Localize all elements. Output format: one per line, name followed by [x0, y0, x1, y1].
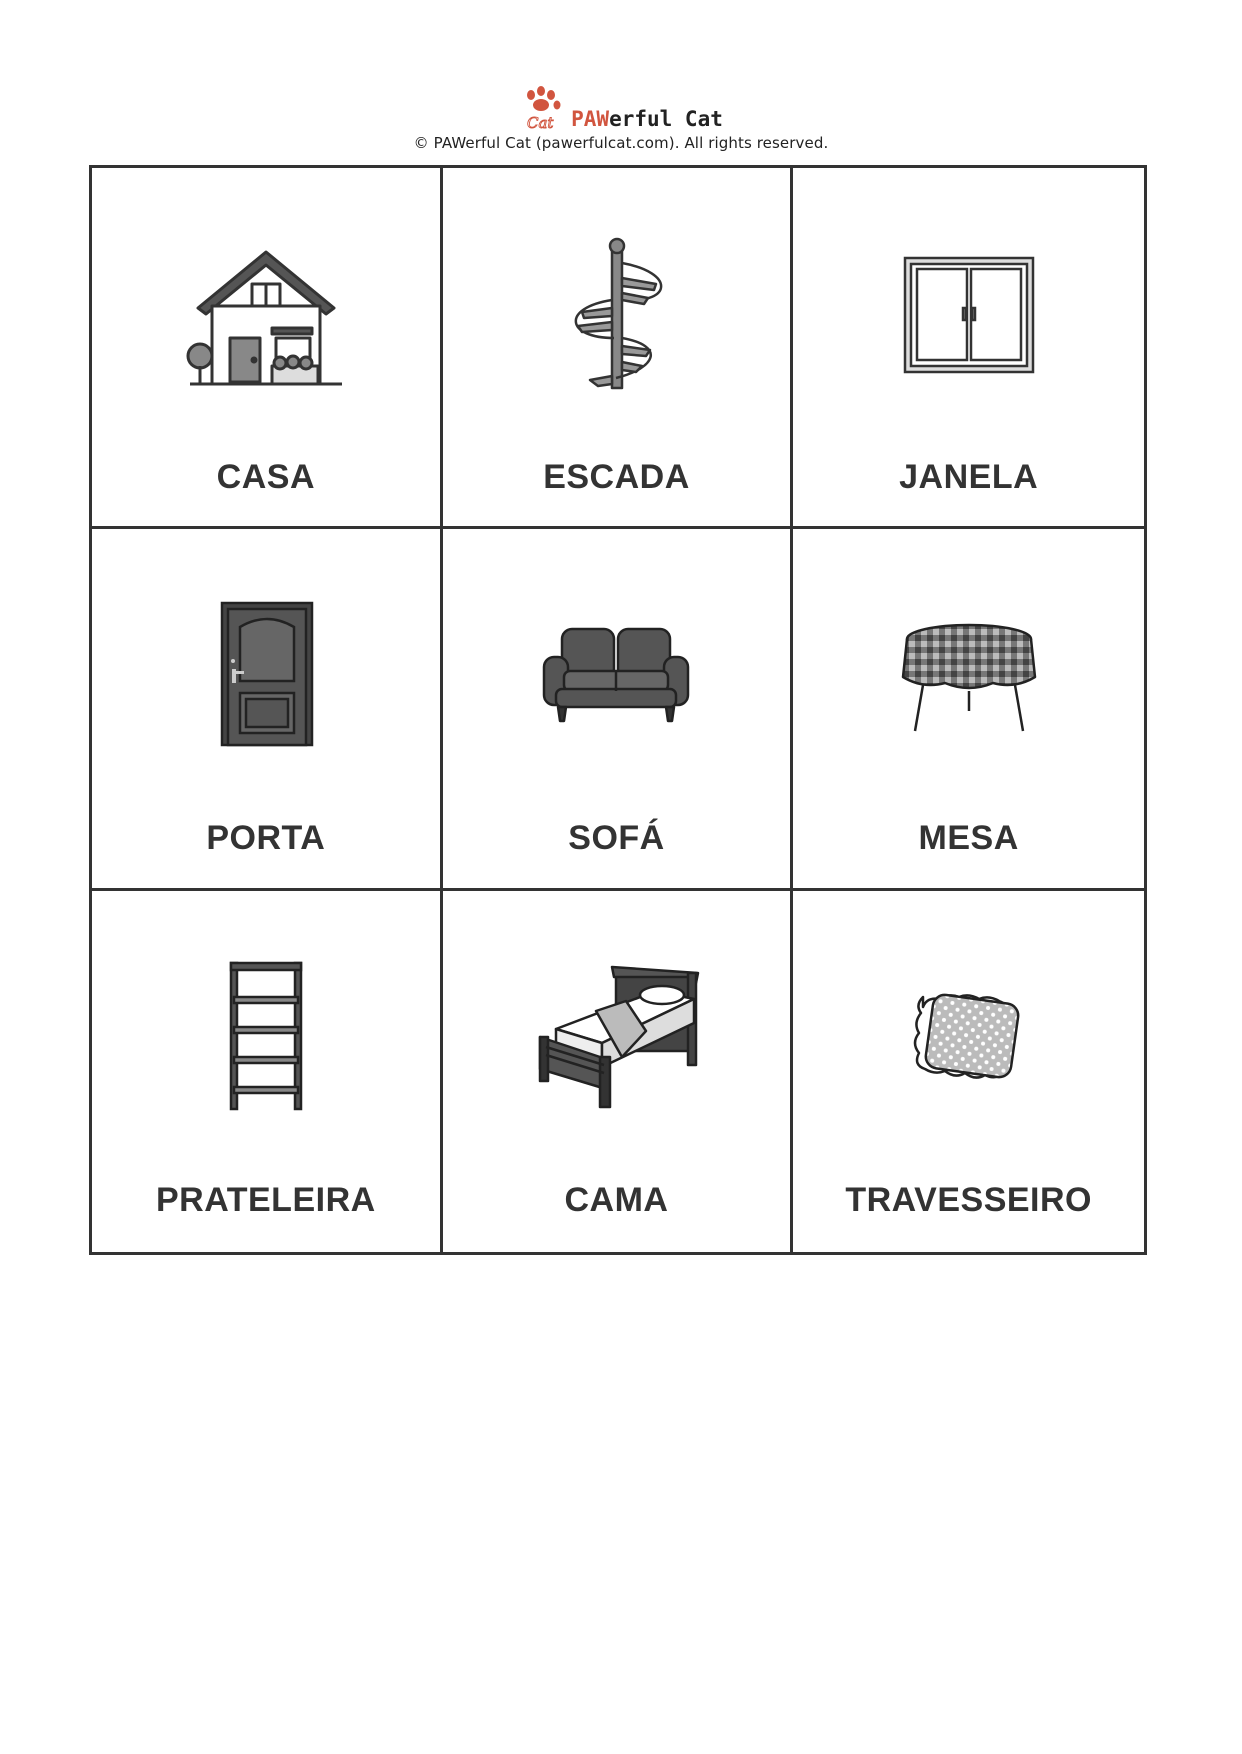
copyright-notice: © PAWerful Cat (pawerfulcat.com). All rights reserved. — [413, 134, 829, 152]
card-prateleira — [92, 891, 443, 1252]
brand-name — [571, 108, 723, 130]
card-label: CASA — [216, 458, 315, 496]
shelf-icon — [176, 961, 356, 1111]
card-sofa — [443, 529, 794, 890]
card-label: CAMA — [564, 1180, 669, 1219]
brand-name-prefix: PAW — [571, 107, 610, 131]
card-label: ESCADA — [543, 458, 690, 496]
pillow-icon — [879, 961, 1059, 1111]
card-label: SOFÁ — [568, 819, 665, 858]
spiral-staircase-icon — [526, 238, 706, 388]
sofa-icon — [526, 599, 706, 749]
house-icon — [176, 238, 356, 388]
card-cama — [443, 891, 794, 1252]
card-travesseiro — [793, 891, 1144, 1252]
card-label: TRAVESSEIRO — [845, 1180, 1092, 1219]
card-mesa — [793, 529, 1144, 890]
flashcard-grid — [89, 165, 1147, 1255]
card-porta — [92, 529, 443, 890]
card-label: PORTA — [206, 819, 326, 858]
brand-logo — [0, 86, 1242, 132]
brand-name-suffix: erful Cat — [609, 107, 723, 131]
door-icon — [176, 599, 356, 749]
svg-text:Cat: Cat — [527, 114, 554, 132]
card-label: JANELA — [899, 458, 1039, 496]
card-label: MESA — [918, 819, 1019, 858]
card-label: PRATELEIRA — [155, 1180, 376, 1219]
table-icon — [879, 599, 1059, 749]
card-janela — [793, 168, 1144, 529]
window-icon — [879, 238, 1059, 388]
card-casa — [92, 168, 443, 529]
paw-logo-icon — [519, 86, 565, 132]
page-header — [0, 86, 1242, 152]
card-escada — [443, 168, 794, 529]
bed-icon — [526, 961, 706, 1111]
